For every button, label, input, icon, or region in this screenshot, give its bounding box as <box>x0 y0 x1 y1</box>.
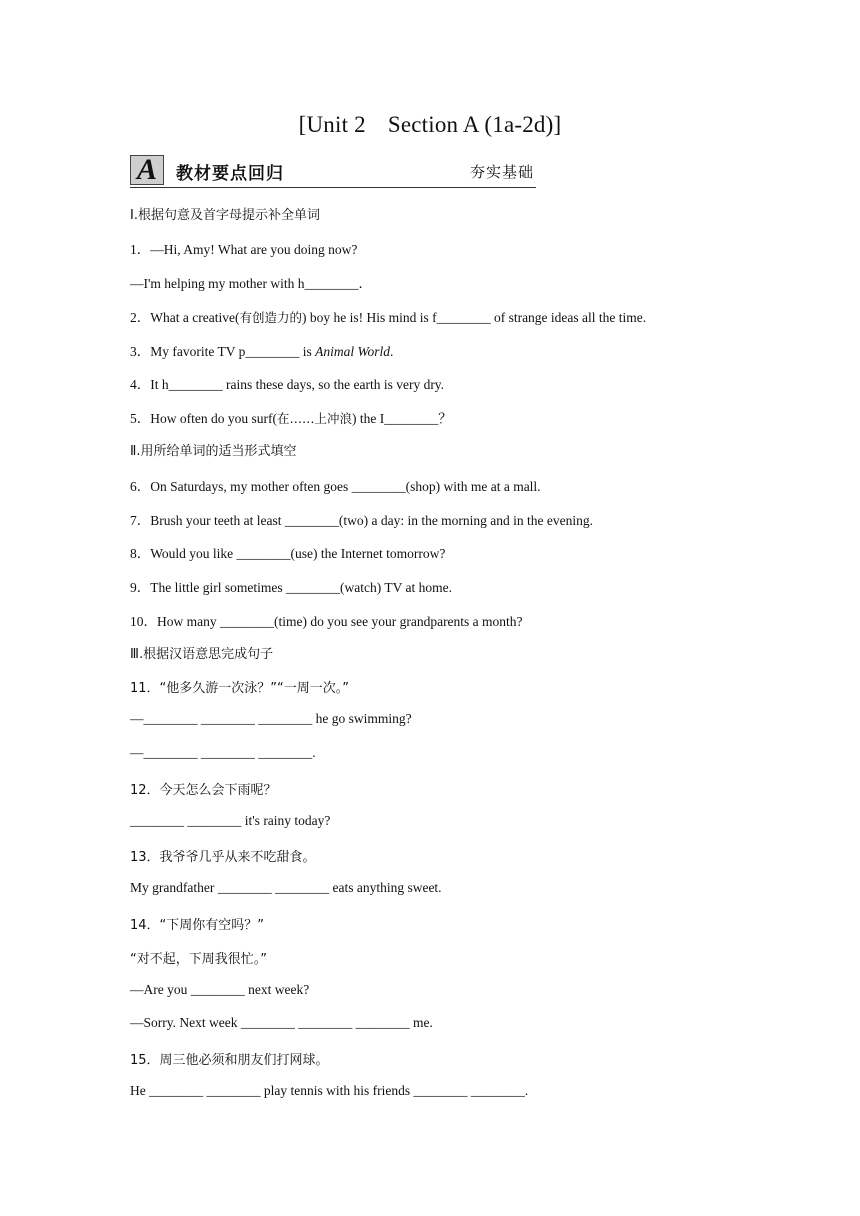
section-banner <box>130 155 536 188</box>
answer-line-1: —I'm helping my mother with h________． <box>130 276 373 291</box>
question-14-reply: “对不起，下周我很忙。” <box>130 952 267 967</box>
part2-heading: Ⅱ.用所给单词的适当形式填空 <box>130 444 297 459</box>
question-9: 9．The little girl sometimes ________(watch) TV at home. <box>130 580 452 595</box>
answer-line-14a: —Are you ________ next week? <box>130 982 310 997</box>
part3-heading: Ⅲ.根据汉语意思完成句子 <box>130 647 274 662</box>
answer-line-12: ________ ________ it's rainy today? <box>130 813 331 828</box>
answer-line-11a: —________ ________ ________ he go swimming? <box>130 711 412 726</box>
question-10: 10．How many ________(time) do you see your grandparents a month? <box>130 614 523 629</box>
answer-line-13: My grandfather ________ ________ eats anything sweet. <box>130 880 442 895</box>
question-12: 12．今天怎么会下雨呢？ <box>130 783 277 798</box>
section-badge: A <box>130 155 164 185</box>
question-8: 8．Would you like ________(use) the Internet tomorrow? <box>130 546 446 561</box>
question-1: 1．—Hi, Amy! What are you doing now? <box>130 242 358 257</box>
part1-heading: Ⅰ.根据句意及首字母提示补全单词 <box>130 208 320 223</box>
question-11: 11．“他多久游一次泳？”“一周一次。” <box>130 681 349 696</box>
question-6: 6．On Saturdays, my mother often goes ________(shop) with me at a mall. <box>130 479 541 494</box>
question-3: 3．My favorite TV p________ is Animal World. <box>130 344 394 359</box>
answer-line-14b: —Sorry. Next week ________ ________ ________ me. <box>130 1015 433 1030</box>
answer-line-11b: —________ ________ ________. <box>130 745 316 760</box>
banner-heading: 教材要点回归 <box>176 164 284 184</box>
question-2: 2．What a creative(有创造力的) boy he is! His mind is f________ of strange ideas all the time. <box>130 310 647 325</box>
question-14: 14．“下周你有空吗？” <box>130 918 265 933</box>
title-unit: [Unit 2 <box>298 112 366 137</box>
title-section: Section A (1a-2d)] <box>387 112 562 137</box>
page-title <box>0 112 860 138</box>
question-7: 7．Brush your teeth at least ________(two) a day: in the morning and in the evening. <box>130 513 594 528</box>
question-15: 15．周三他必须和朋友们打网球。 <box>130 1053 329 1068</box>
question-13: 13．我爷爷几乎从来不吃甜食。 <box>130 850 316 865</box>
banner-tag: 夯实基础 <box>469 163 534 181</box>
question-5: 5．How often do you surf(在……上冲浪) the I________？ <box>130 411 452 426</box>
question-4: 4．It h________ rains these days, so the earth is very dry. <box>130 377 445 392</box>
answer-line-15: He ________ ________ play tennis with his friends ________ ________. <box>130 1083 529 1098</box>
